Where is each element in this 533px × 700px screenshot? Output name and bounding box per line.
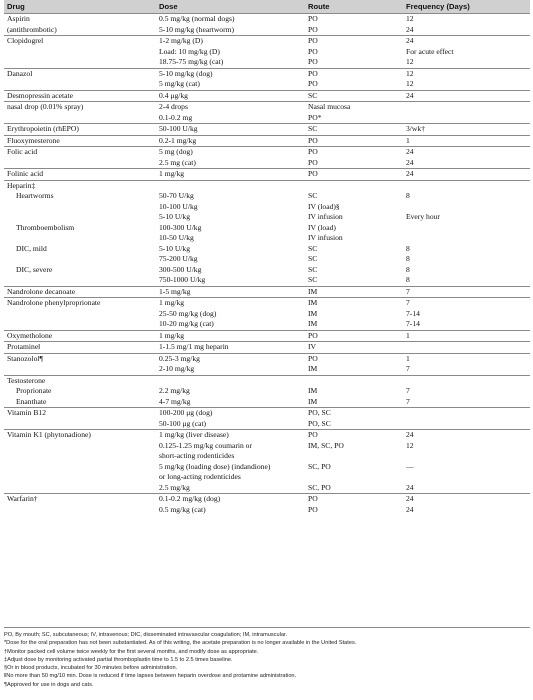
route-cell: IM bbox=[308, 308, 318, 318]
table-row bbox=[4, 180, 530, 191]
frequency-cell: 12 bbox=[406, 79, 414, 88]
route-cell: IM bbox=[308, 364, 318, 373]
route-cell: SC, PO bbox=[308, 461, 331, 471]
route-cell: IV infusion bbox=[308, 233, 343, 242]
route-cell: PO bbox=[305, 14, 403, 25]
frequency-cell bbox=[403, 223, 530, 234]
table-row bbox=[4, 79, 530, 90]
dose-cell: 5 mg (dog) bbox=[156, 147, 305, 158]
frequency-cell: 3/wk† bbox=[403, 124, 530, 136]
table-row bbox=[4, 102, 530, 113]
footnote: PO, By mouth; SC, subcutaneous; IV, intravenous; DIC, disseminated intravascular coagulation; IM, intramuscular. bbox=[4, 632, 288, 638]
dose-cell: 5-10 U/kg bbox=[159, 243, 191, 253]
table-row bbox=[4, 441, 530, 452]
route-cell: IV bbox=[305, 342, 403, 354]
route-cell bbox=[305, 451, 403, 462]
drug-cell bbox=[4, 202, 156, 213]
drug-cell: Aspirin bbox=[4, 14, 156, 25]
drug-cell bbox=[4, 113, 156, 124]
drug-cell bbox=[4, 419, 156, 430]
table-row bbox=[4, 223, 530, 234]
dose-cell: 10-100 U/kg bbox=[159, 201, 198, 211]
dose-cell: 0.2-1 mg/kg bbox=[156, 135, 305, 147]
table-row bbox=[4, 309, 530, 320]
dose-cell: 25-50 mg/kg (dog) bbox=[159, 308, 217, 318]
table-row bbox=[4, 135, 530, 147]
route-cell: SC bbox=[308, 191, 318, 200]
dose-cell: 4-7 mg/kg bbox=[159, 396, 191, 406]
drug-cell: Clopidogrel bbox=[4, 36, 156, 47]
table-row bbox=[4, 169, 530, 181]
frequency-cell: 8 bbox=[406, 264, 410, 274]
drug-cell: Heparin‡ bbox=[4, 180, 156, 191]
dose-cell: 50-70 U/kg bbox=[159, 191, 194, 200]
footnote: §Or in blood products, incubated for 30 minutes before administration. bbox=[4, 665, 178, 672]
drug-cell: Thromboembolism bbox=[16, 222, 75, 232]
footnote: ‖No more than 50 mg/10 min. Dose is reduced if time lapses between heparin overdose and protamine administration. bbox=[4, 673, 297, 680]
dose-cell: 5 mg/kg (cat) bbox=[159, 79, 200, 88]
route-cell: IV infusion bbox=[308, 212, 343, 221]
frequency-cell: Every hour bbox=[406, 212, 440, 221]
dose-cell: 100-200 μg (dog) bbox=[156, 408, 305, 419]
route-cell: IV (load)§ bbox=[308, 201, 340, 211]
frequency-cell bbox=[403, 419, 530, 430]
table-row bbox=[4, 397, 530, 408]
table-row bbox=[4, 36, 530, 47]
table-row bbox=[4, 233, 530, 244]
drug-cell bbox=[4, 57, 156, 68]
dose-cell: 5-10 mg/kg (dog) bbox=[156, 68, 305, 79]
drug-cell: Proprionate bbox=[16, 386, 52, 395]
dose-cell: 0.4 μg/kg bbox=[156, 90, 305, 102]
drug-cell: Folic acid bbox=[4, 147, 156, 158]
drug-cell bbox=[4, 505, 156, 516]
frequency-cell: 7-14 bbox=[406, 308, 420, 318]
frequency-cell: For acute effect bbox=[406, 46, 454, 56]
route-cell: PO bbox=[308, 46, 318, 56]
header-dose: Dose bbox=[156, 0, 305, 14]
table-row bbox=[4, 505, 530, 516]
route-cell: SC bbox=[305, 124, 403, 136]
dose-cell: 2-4 drops bbox=[156, 102, 305, 113]
table-row bbox=[4, 386, 530, 397]
drug-cell bbox=[4, 275, 156, 286]
table-header-row bbox=[4, 0, 530, 14]
table-row bbox=[4, 191, 530, 202]
drug-cell bbox=[4, 441, 156, 452]
footnote: ¶Approved for use in dogs and cats. bbox=[4, 681, 94, 688]
dose-cell: 0.5 mg/kg (cat) bbox=[159, 504, 206, 514]
table-row bbox=[4, 147, 530, 158]
drug-cell: Nandrolone phenylproprionate bbox=[4, 298, 156, 309]
table-row bbox=[4, 275, 530, 286]
dose-cell: 1 mg/kg bbox=[156, 330, 305, 342]
drug-cell: Warfarin† bbox=[4, 494, 156, 505]
table-row bbox=[4, 124, 530, 136]
frequency-cell: 1 bbox=[403, 135, 530, 147]
drug-cell: Oxymetholone bbox=[4, 330, 156, 342]
route-cell: PO bbox=[305, 36, 403, 47]
dose-cell: 5-10 U/kg bbox=[159, 212, 191, 221]
drug-cell bbox=[4, 254, 156, 265]
table-row bbox=[4, 342, 530, 354]
frequency-cell bbox=[403, 113, 530, 124]
frequency-cell: 7 bbox=[406, 396, 410, 406]
table-row bbox=[4, 462, 530, 473]
table-row bbox=[4, 494, 530, 505]
table-body bbox=[4, 14, 530, 516]
drug-cell: Desmopressin acetate bbox=[4, 90, 156, 102]
frequency-cell: 24 bbox=[403, 494, 530, 505]
dose-cell: 18.75-75 mg/kg (cat) bbox=[159, 57, 224, 66]
drug-cell: Erythropoietin (rhEPO) bbox=[4, 124, 156, 136]
drug-cell bbox=[4, 233, 156, 244]
drug-cell bbox=[4, 364, 156, 375]
route-cell: PO, SC bbox=[305, 408, 403, 419]
header-route: Route bbox=[305, 0, 403, 14]
drug-cell: Danazol bbox=[4, 68, 156, 79]
frequency-cell: 8 bbox=[406, 243, 410, 253]
route-cell: PO bbox=[308, 24, 318, 34]
route-cell: PO bbox=[305, 169, 403, 181]
table-row bbox=[4, 353, 530, 364]
table-row bbox=[4, 212, 530, 223]
dose-cell: 1 mg/kg bbox=[156, 298, 305, 309]
drug-cell: Vitamin B12 bbox=[4, 408, 156, 419]
dose-cell: 1 mg/kg (liver disease) bbox=[156, 430, 305, 441]
drug-cell bbox=[4, 212, 156, 223]
dose-cell: short-acting rodenticides bbox=[159, 451, 235, 460]
dose-cell: 75-200 U/kg bbox=[159, 254, 198, 263]
dose-cell: 0.5 mg/kg (normal dogs) bbox=[156, 14, 305, 25]
dose-cell: 100-300 U/kg bbox=[159, 222, 202, 232]
table-row bbox=[4, 375, 530, 386]
dose-cell: 0.1-0.2 mg/kg (dog) bbox=[156, 494, 305, 505]
route-cell: IM, SC, PO bbox=[308, 440, 344, 450]
dose-cell: 2.5 mg/kg bbox=[159, 482, 190, 492]
table-row bbox=[4, 57, 530, 68]
table-row bbox=[4, 408, 530, 419]
drug-cell bbox=[4, 47, 156, 58]
table-row bbox=[4, 158, 530, 169]
drug-cell: Vitamin K1 (phytonadione) bbox=[4, 430, 156, 441]
frequency-cell bbox=[403, 451, 530, 462]
frequency-cell: — bbox=[406, 461, 414, 471]
footnotes bbox=[4, 627, 530, 689]
frequency-cell bbox=[403, 233, 530, 244]
footnote: †Monitor packed cell volume twice weekly for the first several months, and modify dose as appropriate. bbox=[4, 648, 259, 655]
drug-cell: Nandrolone decanoate bbox=[4, 286, 156, 298]
drug-cell: Testosterone bbox=[4, 375, 156, 386]
dose-cell: 50-100 μg (cat) bbox=[159, 418, 207, 428]
route-cell: Nasal mucosa bbox=[305, 102, 403, 113]
table-row bbox=[4, 14, 530, 25]
drug-dosage-table bbox=[4, 0, 530, 515]
route-cell bbox=[305, 180, 403, 191]
route-cell: PO bbox=[305, 353, 403, 364]
table-row bbox=[4, 472, 530, 483]
drug-cell: DIC, mild bbox=[16, 243, 47, 253]
route-cell: IM bbox=[305, 298, 403, 309]
drug-cell: (antithrombotic) bbox=[7, 24, 57, 34]
dose-cell: 0.1-0.2 mg bbox=[159, 112, 193, 122]
footnote: ‡Adjust dose by monitoring activated partial thromboplastin time to 1.5 to 2.5 times baseline. bbox=[4, 656, 233, 663]
frequency-cell: 12 bbox=[406, 57, 414, 66]
frequency-cell bbox=[403, 408, 530, 419]
drug-cell bbox=[4, 451, 156, 462]
frequency-cell: 24 bbox=[403, 147, 530, 158]
dose-cell: 2-10 mg/kg bbox=[159, 364, 195, 373]
frequency-cell: 12 bbox=[403, 68, 530, 79]
route-cell: SC, PO bbox=[308, 482, 331, 492]
table-row bbox=[4, 451, 530, 462]
route-cell bbox=[305, 472, 403, 483]
route-cell: PO bbox=[308, 57, 318, 66]
route-cell: PO bbox=[305, 147, 403, 158]
dose-cell: 750-1000 U/kg bbox=[159, 275, 206, 284]
footnote: *Dose for the oral preparation has not been substantiated. As of this writing, the acetate preparation is no longer available in the United States. bbox=[4, 640, 357, 647]
drug-cell bbox=[4, 472, 156, 483]
dose-cell: 1-2 mg/kg (D) bbox=[156, 36, 305, 47]
table-row bbox=[4, 113, 530, 124]
table-row bbox=[4, 68, 530, 79]
table-row bbox=[4, 47, 530, 58]
drug-cell bbox=[4, 79, 156, 90]
route-cell: PO bbox=[308, 157, 318, 167]
route-cell: IM bbox=[308, 319, 318, 328]
route-cell: PO bbox=[305, 135, 403, 147]
dose-cell: or long-acting rodenticides bbox=[159, 472, 241, 481]
route-cell: PO bbox=[305, 494, 403, 505]
frequency-cell: 7 bbox=[403, 298, 530, 309]
frequency-cell: 7 bbox=[406, 386, 410, 395]
header-drug: Drug bbox=[4, 0, 156, 14]
frequency-cell: 12 bbox=[406, 440, 414, 450]
table-row bbox=[4, 90, 530, 102]
table-row bbox=[4, 483, 530, 494]
frequency-cell: 24 bbox=[403, 36, 530, 47]
dose-cell: 0.125-1.25 mg/kg coumarin or bbox=[159, 440, 253, 450]
frequency-cell: 12 bbox=[403, 14, 530, 25]
route-cell: PO* bbox=[308, 112, 322, 122]
route-cell: SC bbox=[305, 90, 403, 102]
frequency-cell: 7 bbox=[406, 364, 410, 373]
drug-cell bbox=[4, 462, 156, 473]
frequency-cell: 24 bbox=[403, 169, 530, 181]
dose-cell bbox=[156, 180, 305, 191]
dose-cell: 10-50 U/kg bbox=[159, 233, 194, 242]
drug-cell bbox=[4, 483, 156, 494]
route-cell: PO bbox=[305, 430, 403, 441]
drug-cell: Enanthate bbox=[16, 396, 47, 406]
drug-cell: Protamine‖ bbox=[4, 342, 156, 354]
dose-cell: 1 mg/kg bbox=[156, 169, 305, 181]
drug-cell bbox=[4, 319, 156, 330]
drug-cell bbox=[4, 158, 156, 169]
frequency-cell bbox=[403, 342, 530, 354]
route-cell: SC bbox=[308, 254, 318, 263]
header-frequency: Frequency (Days) bbox=[403, 0, 530, 14]
table-row bbox=[4, 202, 530, 213]
frequency-cell: 7 bbox=[403, 286, 530, 298]
table-row bbox=[4, 244, 530, 255]
table-row bbox=[4, 330, 530, 342]
table-row bbox=[4, 298, 530, 309]
table-row bbox=[4, 419, 530, 430]
drug-cell bbox=[4, 309, 156, 320]
frequency-cell: 8 bbox=[406, 191, 410, 200]
route-cell: PO bbox=[305, 330, 403, 342]
frequency-cell bbox=[403, 202, 530, 213]
route-cell: PO, SC bbox=[308, 418, 331, 428]
frequency-cell: 8 bbox=[406, 275, 410, 284]
frequency-cell: 1 bbox=[403, 330, 530, 342]
drug-cell: Stanozolol¶ bbox=[4, 353, 156, 364]
dose-cell: 50-100 U/kg bbox=[156, 124, 305, 136]
frequency-cell: 24 bbox=[403, 90, 530, 102]
frequency-cell bbox=[403, 472, 530, 483]
route-cell: IM bbox=[305, 286, 403, 298]
frequency-cell bbox=[403, 180, 530, 191]
route-cell: IM bbox=[308, 386, 318, 395]
route-cell: PO bbox=[308, 79, 318, 88]
dose-cell: 5-10 mg/kg (heartworm) bbox=[159, 24, 235, 34]
dose-cell: Load: 10 mg/kg (D) bbox=[159, 46, 220, 56]
route-cell: IV (load) bbox=[308, 222, 336, 232]
drug-cell: DIC, severe bbox=[16, 264, 53, 274]
table-row bbox=[4, 286, 530, 298]
route-cell bbox=[305, 375, 403, 386]
table-row bbox=[4, 364, 530, 375]
table-row bbox=[4, 430, 530, 441]
frequency-cell: 24 bbox=[406, 24, 414, 34]
frequency-cell bbox=[403, 375, 530, 386]
route-cell: PO bbox=[305, 68, 403, 79]
route-cell: SC bbox=[308, 275, 318, 284]
route-cell: SC bbox=[308, 264, 318, 274]
dose-cell bbox=[156, 375, 305, 386]
dose-cell: 1-1.5 mg/1 mg heparin bbox=[156, 342, 305, 354]
drug-cell: Folinic acid bbox=[4, 169, 156, 181]
frequency-cell: 1 bbox=[403, 353, 530, 364]
table-row bbox=[4, 265, 530, 276]
dose-cell: 0.25-3 mg/kg bbox=[156, 353, 305, 364]
frequency-cell: 8 bbox=[406, 254, 410, 263]
dose-cell: 2.5 mg (cat) bbox=[159, 157, 196, 167]
frequency-cell: 24 bbox=[406, 482, 414, 492]
dose-cell: 10-20 mg/kg (cat) bbox=[159, 319, 214, 328]
frequency-cell: 7-14 bbox=[406, 319, 420, 328]
dose-cell: 300-500 U/kg bbox=[159, 264, 202, 274]
drug-cell: Fluoxymesterone bbox=[4, 135, 156, 147]
drug-cell: nasal drop (0.01% spray) bbox=[4, 102, 156, 113]
table-row bbox=[4, 319, 530, 330]
drug-cell: Heartworms bbox=[16, 191, 54, 200]
dose-cell: 1-5 mg/kg bbox=[156, 286, 305, 298]
frequency-cell: 24 bbox=[403, 430, 530, 441]
dose-cell: 2.2 mg/kg bbox=[159, 386, 190, 395]
route-cell: SC bbox=[308, 243, 318, 253]
table-row bbox=[4, 25, 530, 36]
route-cell: IM bbox=[308, 396, 318, 406]
route-cell: PO bbox=[308, 504, 318, 514]
frequency-cell: 24 bbox=[406, 157, 414, 167]
frequency-cell bbox=[403, 102, 530, 113]
dose-cell: 5 mg/kg (loading dose) (indandione) bbox=[159, 461, 271, 471]
table-row bbox=[4, 254, 530, 265]
frequency-cell: 24 bbox=[406, 504, 414, 514]
